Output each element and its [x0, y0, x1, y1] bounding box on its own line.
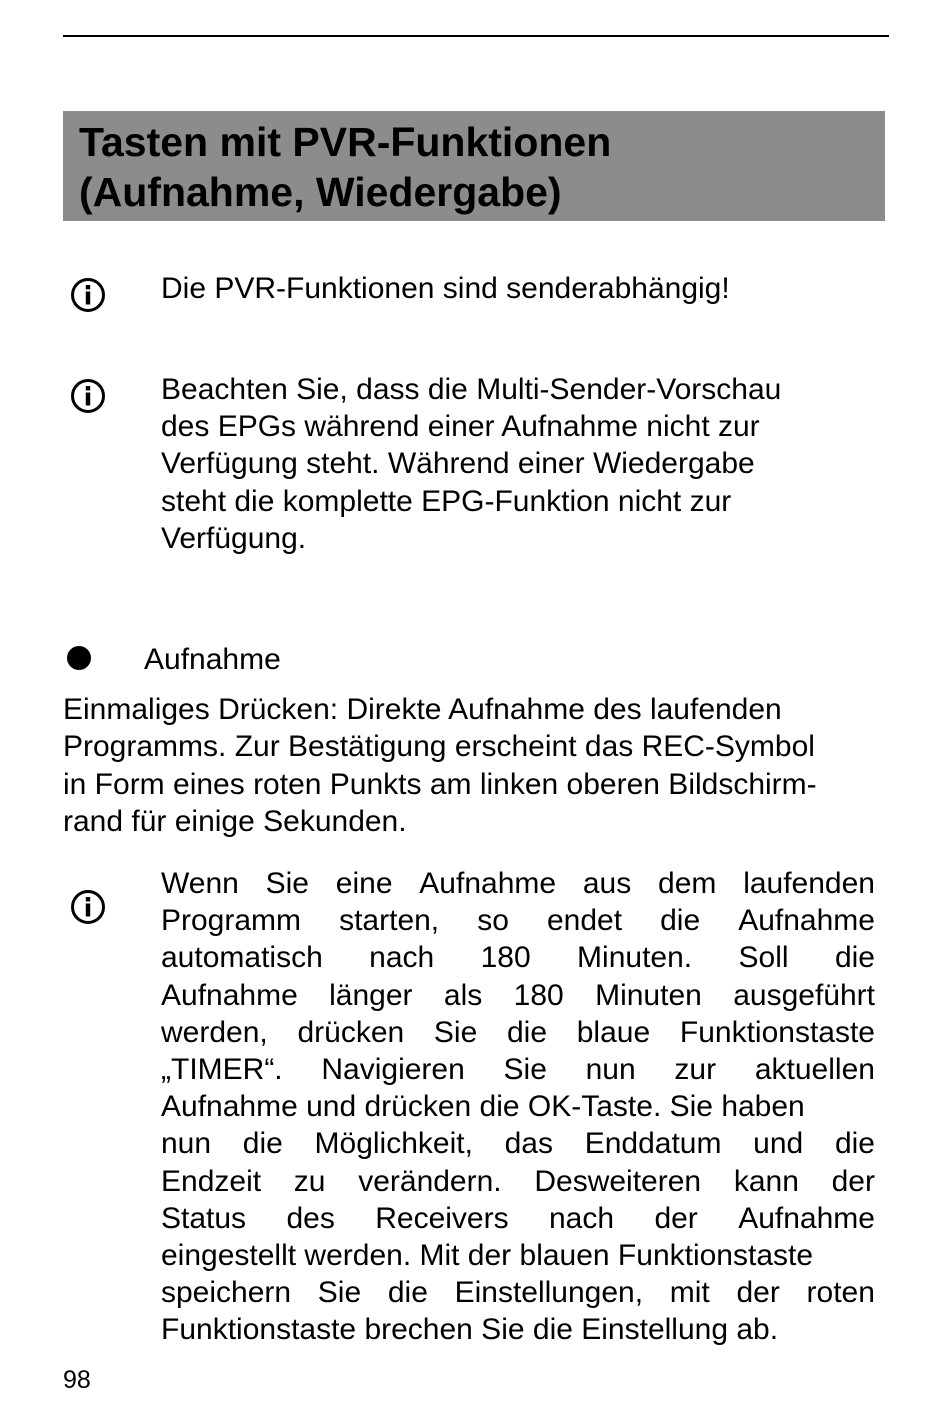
info-icon	[70, 277, 106, 313]
paragraph-line: Programms. Zur Bestätigung erscheint das REC-Symbol	[63, 730, 815, 764]
note-line	[161, 1163, 875, 1200]
word: Minuten	[595, 978, 702, 1012]
aufnahme-description	[63, 691, 883, 840]
note-line: eingestellt werden. Mit der blauen Funktionstaste	[161, 1239, 814, 1273]
note-line: Aufnahme und drücken die OK-Taste. Sie haben	[161, 1090, 805, 1124]
note-line: Beachten Sie, dass die Multi-Sender-Vorschau	[161, 373, 782, 406]
note-pvr-dependency	[161, 270, 875, 307]
note-line	[161, 1200, 875, 1237]
word: endet	[546, 904, 623, 938]
word: und	[753, 1127, 804, 1161]
record-dot-icon	[67, 646, 91, 670]
word: Soll	[738, 941, 789, 975]
word: der	[736, 1276, 780, 1310]
word: blaue	[576, 1015, 651, 1049]
word: Sie	[503, 1053, 547, 1087]
word: nach	[548, 1201, 615, 1235]
note-line: steht die komplette EPG-Funktion nicht zur	[161, 484, 732, 518]
word: die	[660, 904, 701, 938]
word: verändern.	[358, 1164, 502, 1198]
word: länger	[329, 978, 413, 1012]
word: Sie	[265, 867, 309, 900]
note-line	[161, 977, 875, 1014]
word: die	[834, 941, 875, 975]
word: als	[443, 978, 483, 1012]
word: „TIMER“.	[161, 1053, 283, 1087]
word: Minuten.	[577, 941, 693, 975]
word: Aufnahme	[738, 904, 875, 938]
word: Programm	[161, 904, 302, 938]
word: so	[477, 904, 509, 938]
page-number: 98	[63, 1366, 91, 1394]
word: nach	[369, 941, 435, 975]
word: nun	[161, 1127, 212, 1161]
word: speichern	[161, 1276, 292, 1310]
note-timer-recording	[161, 865, 875, 1349]
word: Receivers	[375, 1201, 509, 1235]
word: eine	[335, 867, 393, 900]
word: mit	[669, 1276, 710, 1310]
note-line: des EPGs während einer Aufnahme nicht zur	[161, 410, 760, 444]
word: die	[242, 1127, 283, 1161]
word: der	[831, 1164, 875, 1198]
paragraph-line: rand für einige Sekunden.	[63, 804, 407, 838]
note-line: Funktionstaste brechen Sie die Einstellung ab.	[161, 1313, 779, 1347]
word: drücken	[297, 1015, 405, 1049]
word: Endzeit	[161, 1164, 262, 1198]
word: 180	[513, 978, 564, 1012]
word: der	[654, 1201, 698, 1235]
section-label-aufnahme: Aufnahme	[144, 643, 281, 676]
top-rule	[63, 35, 889, 37]
word: die	[387, 1276, 428, 1310]
word: die	[834, 1127, 875, 1161]
note-line	[161, 865, 875, 902]
word: 180	[480, 941, 531, 975]
note-line: Verfügung steht. Während einer Wiedergabe	[161, 447, 755, 481]
word: zu	[293, 1164, 326, 1198]
word: aktuellen	[754, 1053, 875, 1087]
word: Möglichkeit,	[314, 1127, 473, 1161]
word: ausgeführt	[733, 978, 875, 1012]
word: Sie	[433, 1015, 478, 1049]
note-line	[161, 1274, 875, 1311]
paragraph-line: Einmaliges Drücken: Direkte Aufnahme des laufenden	[63, 693, 782, 726]
word: Aufnahme	[738, 1201, 875, 1235]
note-line	[161, 1014, 875, 1051]
note-line	[161, 939, 875, 976]
word: dem	[658, 867, 717, 900]
word: automatisch	[161, 941, 323, 975]
word: Aufnahme	[419, 867, 557, 900]
word: Enddatum	[584, 1127, 722, 1161]
word: Desweiteren	[534, 1164, 702, 1198]
word: das	[504, 1127, 553, 1161]
word: Sie	[317, 1276, 362, 1310]
word: die	[506, 1015, 548, 1049]
word: aus	[582, 867, 632, 900]
word: laufenden	[743, 867, 875, 900]
note-line	[161, 1125, 875, 1162]
word: Status	[161, 1201, 247, 1235]
word: des	[286, 1201, 335, 1235]
word: zur	[674, 1053, 717, 1087]
title-line-1: Tasten mit PVR-Funktionen	[79, 119, 612, 165]
note-line	[161, 902, 875, 939]
word: starten,	[339, 904, 440, 938]
word: kann	[733, 1164, 799, 1198]
note-epg-preview	[161, 371, 875, 557]
word: Einstellungen,	[454, 1276, 644, 1310]
word: Navigieren	[321, 1053, 465, 1087]
info-icon	[70, 889, 106, 925]
info-icon	[70, 378, 106, 414]
note-line: Die PVR-Funktionen sind senderabhängig!	[161, 272, 730, 305]
word: Wenn	[161, 867, 239, 900]
word: Aufnahme	[161, 978, 298, 1012]
note-line	[161, 1051, 875, 1088]
word: Funktionstaste	[679, 1015, 875, 1049]
note-line: Verfügung.	[161, 521, 307, 555]
title-line-2: (Aufnahme, Wiedergabe)	[79, 169, 562, 215]
word: nun	[585, 1053, 636, 1087]
word: werden,	[161, 1015, 268, 1049]
word: roten	[806, 1276, 875, 1310]
section-title-box	[63, 111, 885, 221]
paragraph-line: in Form eines roten Punkts am linken oberen Bildschirm-	[63, 767, 817, 801]
